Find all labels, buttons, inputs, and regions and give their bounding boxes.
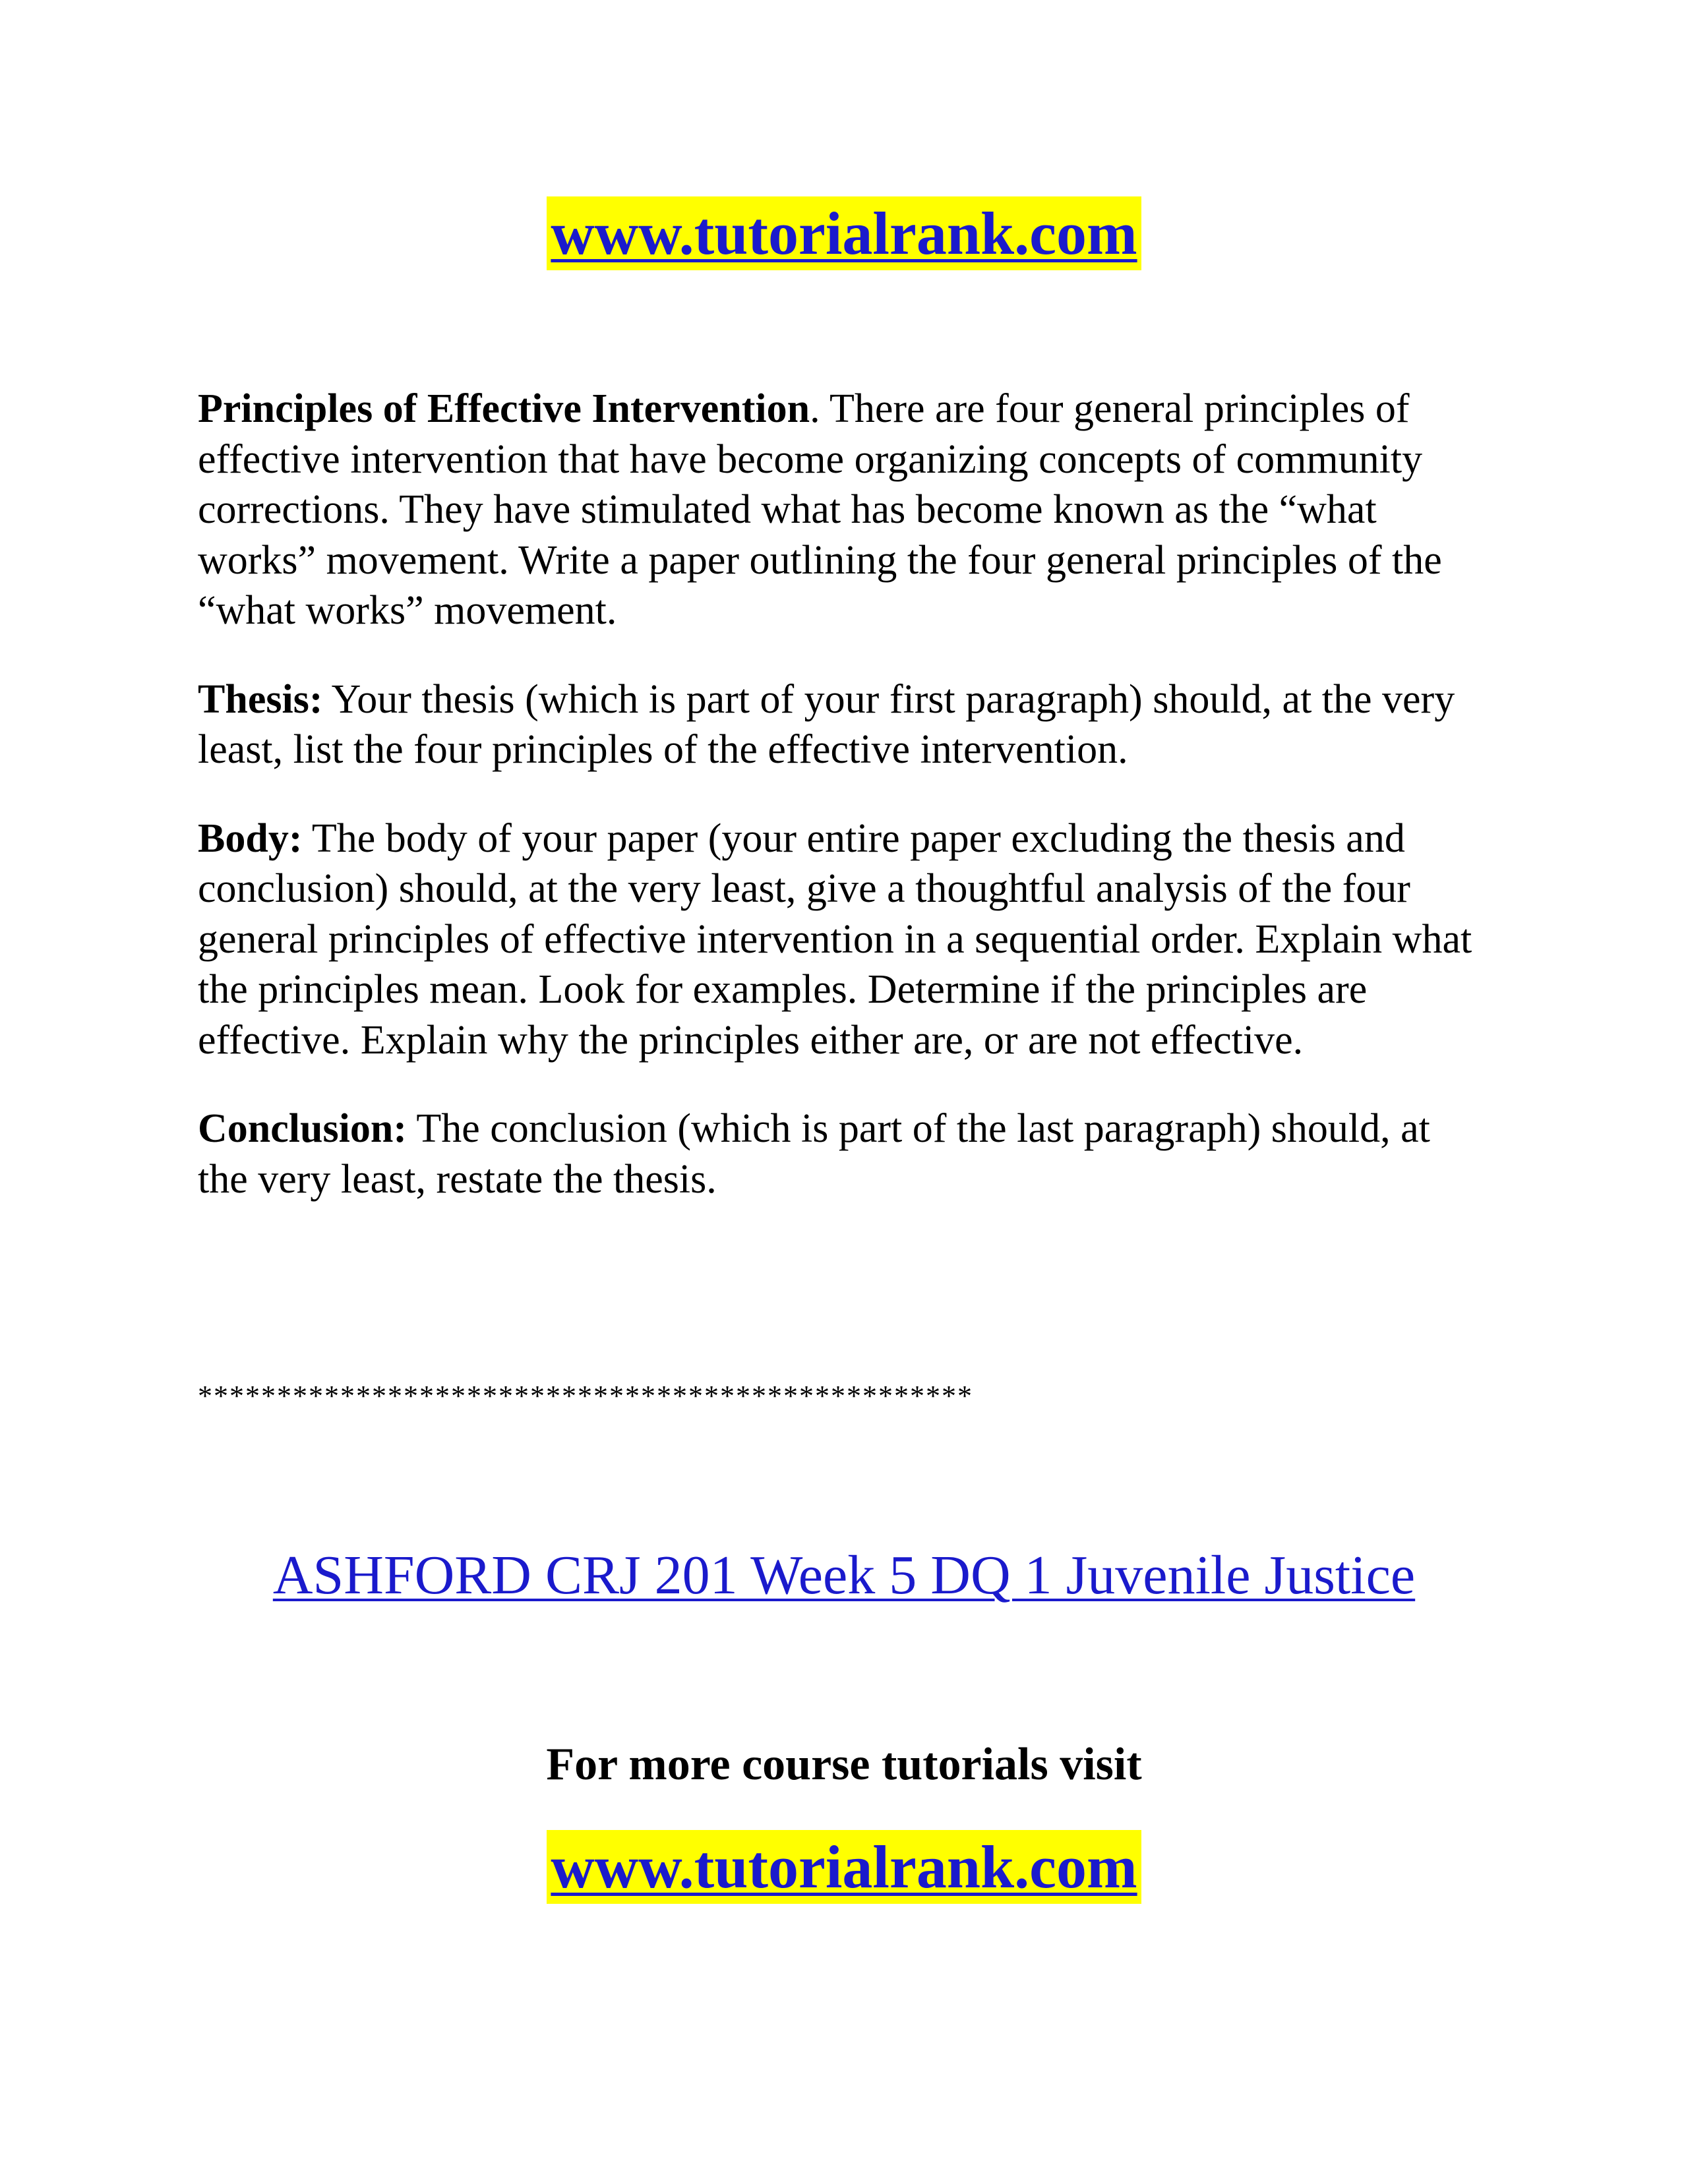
paragraph-conclusion (198, 1104, 1490, 1204)
paragraph-thesis (198, 674, 1490, 775)
paragraph-principles (198, 384, 1490, 636)
paragraph-body-text: The body of your paper (your entire paper excluding the thesis and conclusion) should, at the very least, give a thoughtful analysis of the four general principles of effective intervention in a sequential order. Explain what the principles mean. Look for examples. Determine if the principles are effective. Explain why the principles either are, or are not effective. (198, 815, 1472, 1063)
paragraph-conclusion-lead: Conclusion: (198, 1106, 407, 1151)
header-website-link[interactable]: www.tutorialrank.com (547, 196, 1141, 270)
header-link-container (0, 196, 1688, 270)
course-title-link[interactable]: ASHFORD CRJ 201 Week 5 DQ 1 Juvenile Justice (272, 1545, 1416, 1606)
paragraph-body-lead: Body: (198, 815, 303, 861)
assignment-body (198, 384, 1490, 1243)
paragraph-principles-text: . There are four general principles of effective intervention that have become organizing concepts of community corrections. They have stimulated what has become known as the “what works” movement. Write a paper outlining the four general principles of the “what works” movement. (198, 386, 1442, 633)
paragraph-principles-lead: Principles of Effective Intervention (198, 386, 810, 431)
footer-link-container (0, 1830, 1688, 1904)
paragraph-thesis-lead: Thesis: (198, 676, 323, 722)
paragraph-body (198, 813, 1490, 1066)
course-title-container (0, 1543, 1688, 1608)
separator-line: ************************************************* (198, 1380, 973, 1412)
paragraph-thesis-text: Your thesis (which is part of your first paragraph) should, at the very least, list the four principles of the effective intervention. (198, 676, 1455, 772)
footer-website-link[interactable]: www.tutorialrank.com (547, 1830, 1141, 1904)
paragraph-conclusion-text: The conclusion (which is part of the last paragraph) should, at the very least, restate the thesis. (198, 1106, 1430, 1202)
visit-prompt: For more course tutorials visit (546, 1739, 1142, 1790)
